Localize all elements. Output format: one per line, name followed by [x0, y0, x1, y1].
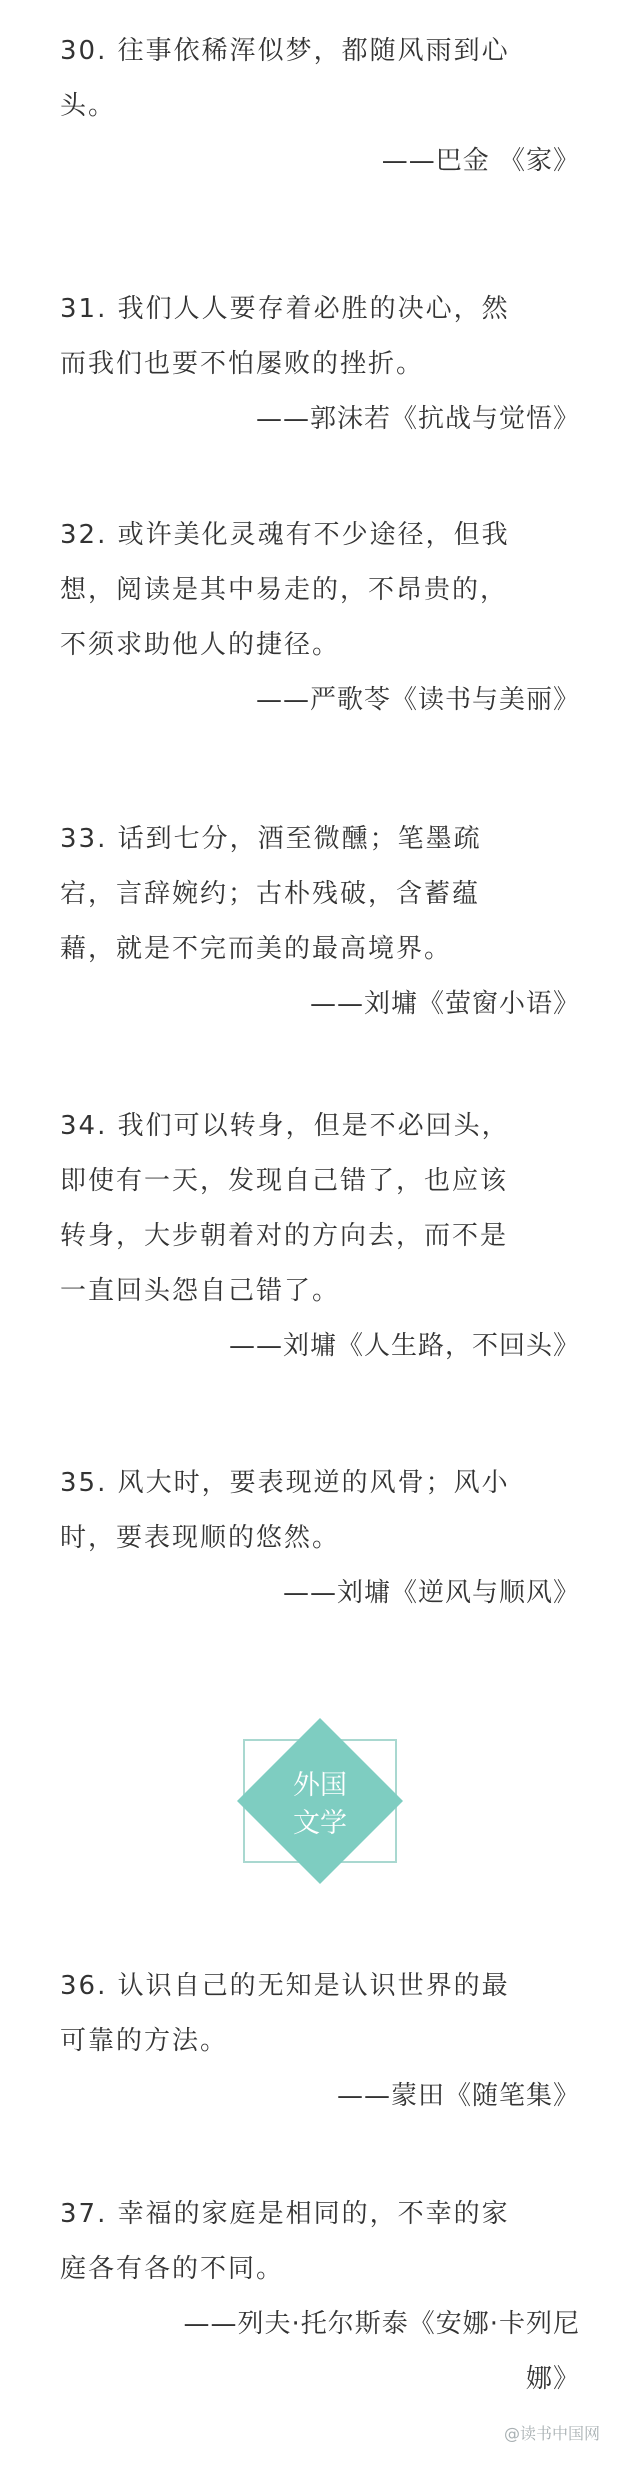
quote-text-line: 31. 我们人人要存着必胜的决心，然	[60, 294, 510, 324]
quote-attribution: ——刘墉《逆风与顺风》	[282, 1578, 580, 1608]
badge-diamond	[237, 1718, 403, 1884]
badge-label-line1: 外国	[293, 1770, 347, 1801]
quote-text-line: 宕，言辞婉约；古朴残破，含蓄蕴	[60, 879, 481, 909]
quote-34	[60, 1099, 580, 1374]
quote-text-line: 35. 风大时，要表现逆的风骨；风小	[60, 1468, 510, 1498]
quote-text-line: 33. 话到七分，酒至微醺；笔墨疏	[60, 824, 482, 854]
quote-attribution: ——蒙田《随笔集》	[336, 2081, 580, 2111]
watermark: @读书中国网	[503, 2424, 600, 2443]
quote-text-line: 可靠的方法。	[60, 2026, 229, 2056]
quote-33	[60, 812, 580, 1032]
quote-text-line: 30. 往事依稀浑似梦，都随风雨到心	[60, 36, 510, 66]
quote-text-line: 34. 我们可以转身，但是不必回头，	[60, 1111, 510, 1141]
quote-text-line: 而我们也要不怕屡败的挫折。	[60, 349, 425, 379]
quote-text-line: 36. 认识自己的无知是认识世界的最	[60, 1971, 510, 2001]
quote-text-line: 37. 幸福的家庭是相同的，不幸的家	[60, 2199, 510, 2229]
section-badge-foreign-literature	[231, 1712, 409, 1890]
quote-text-line: 时，要表现顺的悠然。	[60, 1523, 341, 1553]
quote-35	[60, 1456, 580, 1621]
quote-attribution: ——严歌苓《读书与美丽》	[255, 685, 580, 715]
quote-text-line: 即使有一天，发现自己错了，也应该	[60, 1166, 509, 1196]
quote-attribution: ——列夫·托尔斯泰《安娜·卡列尼	[183, 2309, 580, 2339]
quote-31	[60, 282, 580, 447]
badge-label-line2: 文学	[293, 1808, 347, 1839]
badge-diamond-icon	[231, 1712, 409, 1890]
quote-text-line: 藉，就是不完而美的最高境界。	[60, 934, 453, 964]
quote-text-line: 想，阅读是其中易走的，不昂贵的，	[60, 575, 509, 605]
quote-attribution: 娜》	[525, 2364, 580, 2394]
quote-text-line: 32. 或许美化灵魂有不少途径，但我	[60, 520, 510, 550]
quote-attribution: ——巴金 《家》	[381, 146, 580, 176]
quote-text-line: 头。	[60, 91, 117, 121]
quote-36	[60, 1959, 580, 2124]
quote-text-line: 转身，大步朝着对的方向去，而不是	[60, 1221, 509, 1251]
quote-attribution: ——刘墉《人生路，不回头》	[228, 1331, 580, 1361]
quote-32	[60, 508, 580, 728]
quote-30	[60, 24, 580, 189]
quote-attribution: ——刘墉《萤窗小语》	[309, 989, 580, 1019]
quote-37	[60, 2187, 580, 2407]
quote-text-line: 庭各有各的不同。	[60, 2254, 285, 2284]
quote-text-line: 不须求助他人的捷径。	[60, 630, 341, 660]
quote-attribution: ——郭沫若《抗战与觉悟》	[255, 404, 580, 434]
quote-text-line: 一直回头怨自己错了。	[60, 1276, 341, 1306]
